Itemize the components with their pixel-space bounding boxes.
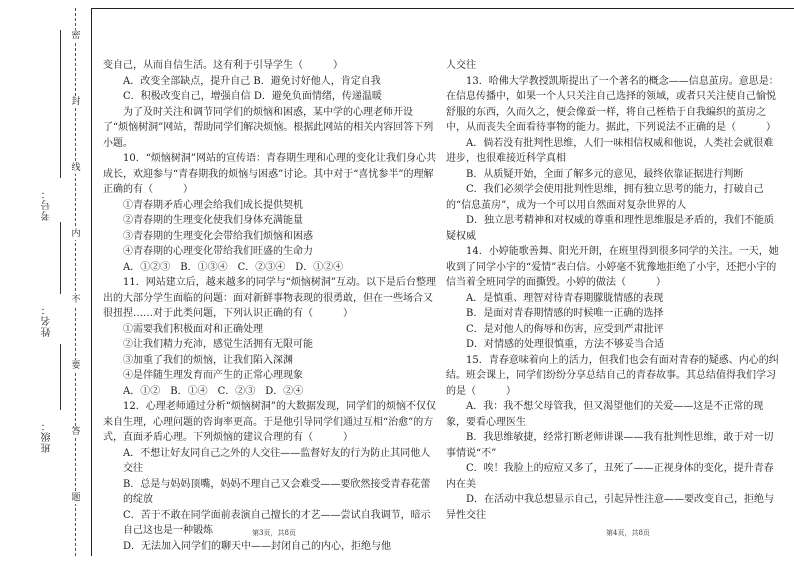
seal-char: 要 — [71, 361, 81, 371]
name-line — [60, 222, 61, 294]
right-paragraph: 13．哈佛大学教授凯斯提出了一个著名的概念——信息茧房。意思是：在信息传播中，如果一个人只关注自己选择的领域，或者只关注使自己愉悦舒服的东西，久而久之，便会像蚕一样，将自己桎梏于自我编织的茧房之中，从而丧失全面看待事物的能力。据此，下列说法不正确的是（ ） — [446, 75, 779, 133]
right-paragraph: A．我：我不想父母管我，但又渴望他们的关爱——这是不正常的现象，要看心理医生 — [446, 401, 764, 428]
right-paragraph: 人交往 — [446, 60, 476, 71]
class-line — [60, 344, 61, 410]
left-paragraph: ③青春期的生理变化会带给我们烦恼和困惑 — [123, 230, 313, 242]
left-paragraph: ①青春期矛盾心理会给我们成长提供契机 — [123, 199, 303, 211]
seal-char: 封 — [71, 97, 81, 107]
right-paragraph: C．是对他人的侮辱和伤害，应受到严肃批评 — [466, 323, 664, 335]
right-paragraph: B．我思维敏捷，经常打断老师讲课——我有批判性思维，敢于对一切事情说“不” — [446, 432, 774, 459]
left-paragraph: ②让我们精力充沛，感觉生活拥有无限可能 — [123, 339, 313, 350]
class-label: 班级： — [42, 420, 53, 453]
left-column — [103, 58, 436, 554]
seal-char: 密 — [71, 31, 81, 41]
right-paragraph: A．倘若没有批判性思维，人们一味相信权威和他说，人类社会就很难进步，也很难接近科学真相 — [446, 137, 774, 164]
right-paragraph: A．是慎重、理智对待青春期朦胧情感的表现 — [466, 292, 664, 304]
right-paragraph: D．独立思考精神和对权威的尊重和理性思维服是矛盾的，我们不能质疑权威 — [446, 215, 775, 242]
seal-dashed-line — [75, 8, 76, 556]
left-paragraph: 12．心理老师通过分析“烦恼树洞”的大数据发现，同学们的烦恼不仅仅来自生理，心理问题的咨询率更高。于是他引导同学们通过互相“治愈”的方式，直面矛盾心理。下列烦恼的建议合理的有（ ） — [103, 401, 436, 443]
page-number-right: 第4页，共8页 — [606, 529, 650, 537]
right-paragraph: B．是面对青春期情感的时候唯一正确的选择 — [466, 308, 664, 319]
binding-margin — [0, 0, 92, 561]
exam-no-label: 考号： — [42, 188, 53, 221]
left-paragraph: C．苦于不敢在同学面前表演自己擅长的才艺——尝试自我调节，暗示自己这也是一种锻炼 — [123, 509, 431, 536]
left-paragraph: A．①②③ B．①③④ C．②③④ D．①②④ — [123, 261, 344, 273]
right-paragraph: 15．青春意味着向上的活力，但我们也会有面对青春的疑惑、内心的纠结。班会课上，同学们纷纷分享总结自己的青春故事。其总结值得我们学习的是（ ） — [446, 354, 779, 397]
name-label: 姓名： — [42, 304, 53, 337]
left-paragraph: A．不想让好友同自己之外的人交往——监督好友的行为防止其同他人交往 — [123, 447, 431, 474]
right-paragraph: C．唉！我脸上的痘痘又多了，丑死了——正视身体的变化，提升青春内在美 — [446, 463, 774, 490]
exam-no-line — [60, 30, 61, 178]
right-paragraph: 14．小婷能歌善舞、阳光开朗，在班里得到很多同学的关注。一天，她收到了同学小宇的“爱情”表白信。小婷毫不犹豫地拒绝了小宇，还把小宇的信当着全班同学的面撕毁。小婷的做法（ ） — [446, 246, 779, 288]
left-paragraph: B．总是与妈妈顶嘴，妈妈不理自己又会难受——要欣然接受青春花蕾的绽放 — [123, 478, 431, 505]
left-paragraph: 变自己，从而自信生活。这有利于引导学生（ ） — [103, 60, 343, 71]
left-paragraph: ④是伴随生理发育而产生的正常心理现象 — [123, 370, 303, 381]
seal-char: 内 — [71, 229, 81, 239]
left-paragraph: C．积极改变自己，增强自信 D．避免负面情绪，传递温暖 — [123, 91, 382, 102]
margin-rule — [91, 8, 92, 556]
page-number-left: 第3页，共8页 — [252, 529, 296, 537]
left-paragraph: ②青春期的生理变化使我们身体充满能量 — [123, 215, 303, 226]
left-paragraph: A．①② B．①④ C．②③ D．②④ — [123, 385, 304, 397]
left-paragraph: D．无法加入同学们的聊天中——封闭自己的内心，拒绝与他 — [123, 540, 392, 552]
seal-char: 线 — [71, 163, 81, 173]
left-paragraph: 11．网站建立后，越来越多的同学与“烦恼树洞”互动。以下是后台整理出的大部分学生面临的问题：面对新鲜事物表现的很勇敢，但在一些场合又很扭捏……对于此类问题，下列认识正确的有（ ） — [103, 277, 436, 319]
seal-char: 题 — [71, 493, 81, 503]
left-paragraph: ③加重了我们的烦恼，让我们陷入深渊 — [123, 354, 293, 366]
left-paragraph: 为了及时关注和调节同学们的烦恼和困惑，某中学的心理老师开设了“烦恼树洞”网站，帮助同学们解决烦恼。根据此网站的相关内容回答下列小题。 — [103, 106, 434, 149]
left-paragraph: 10．“烦恼树洞”网站的宣传语：青春期生理和心理的变化让我们身心共成长，欢迎参与“青春期我的烦恼与困惑”讨论。其中对于“喜忧参半”的理解正确的有（ ） — [103, 153, 436, 195]
top-rule — [92, 8, 794, 9]
right-paragraph: C．我们必须学会使用批判性思维，拥有独立思考的能力，打破自己的“信息茧房”，成为一个可以用自然面对复杂世界的人 — [446, 184, 764, 211]
right-column — [446, 58, 782, 523]
seal-char: 答 — [71, 427, 81, 437]
left-paragraph: ①需要我们积极面对和正确处理 — [123, 323, 263, 335]
left-paragraph: ④青春期的心理变化带给我们旺盛的生命力 — [123, 246, 313, 257]
right-paragraph: D．在活动中我总想显示自己，引起异性注意——要改变自己，拒绝与异性交往 — [446, 494, 775, 521]
right-paragraph: D．对情感的处理很慎重，方法不够妥当合适 — [466, 339, 665, 350]
left-paragraph: A．改变全部缺点，提升自己 B．避免讨好他人，肯定自我 — [123, 75, 381, 87]
right-paragraph: B．从质疑开始，全面了解多元的意见，最终依靠证据进行判断 — [466, 168, 744, 180]
seal-char: 不 — [71, 295, 81, 305]
